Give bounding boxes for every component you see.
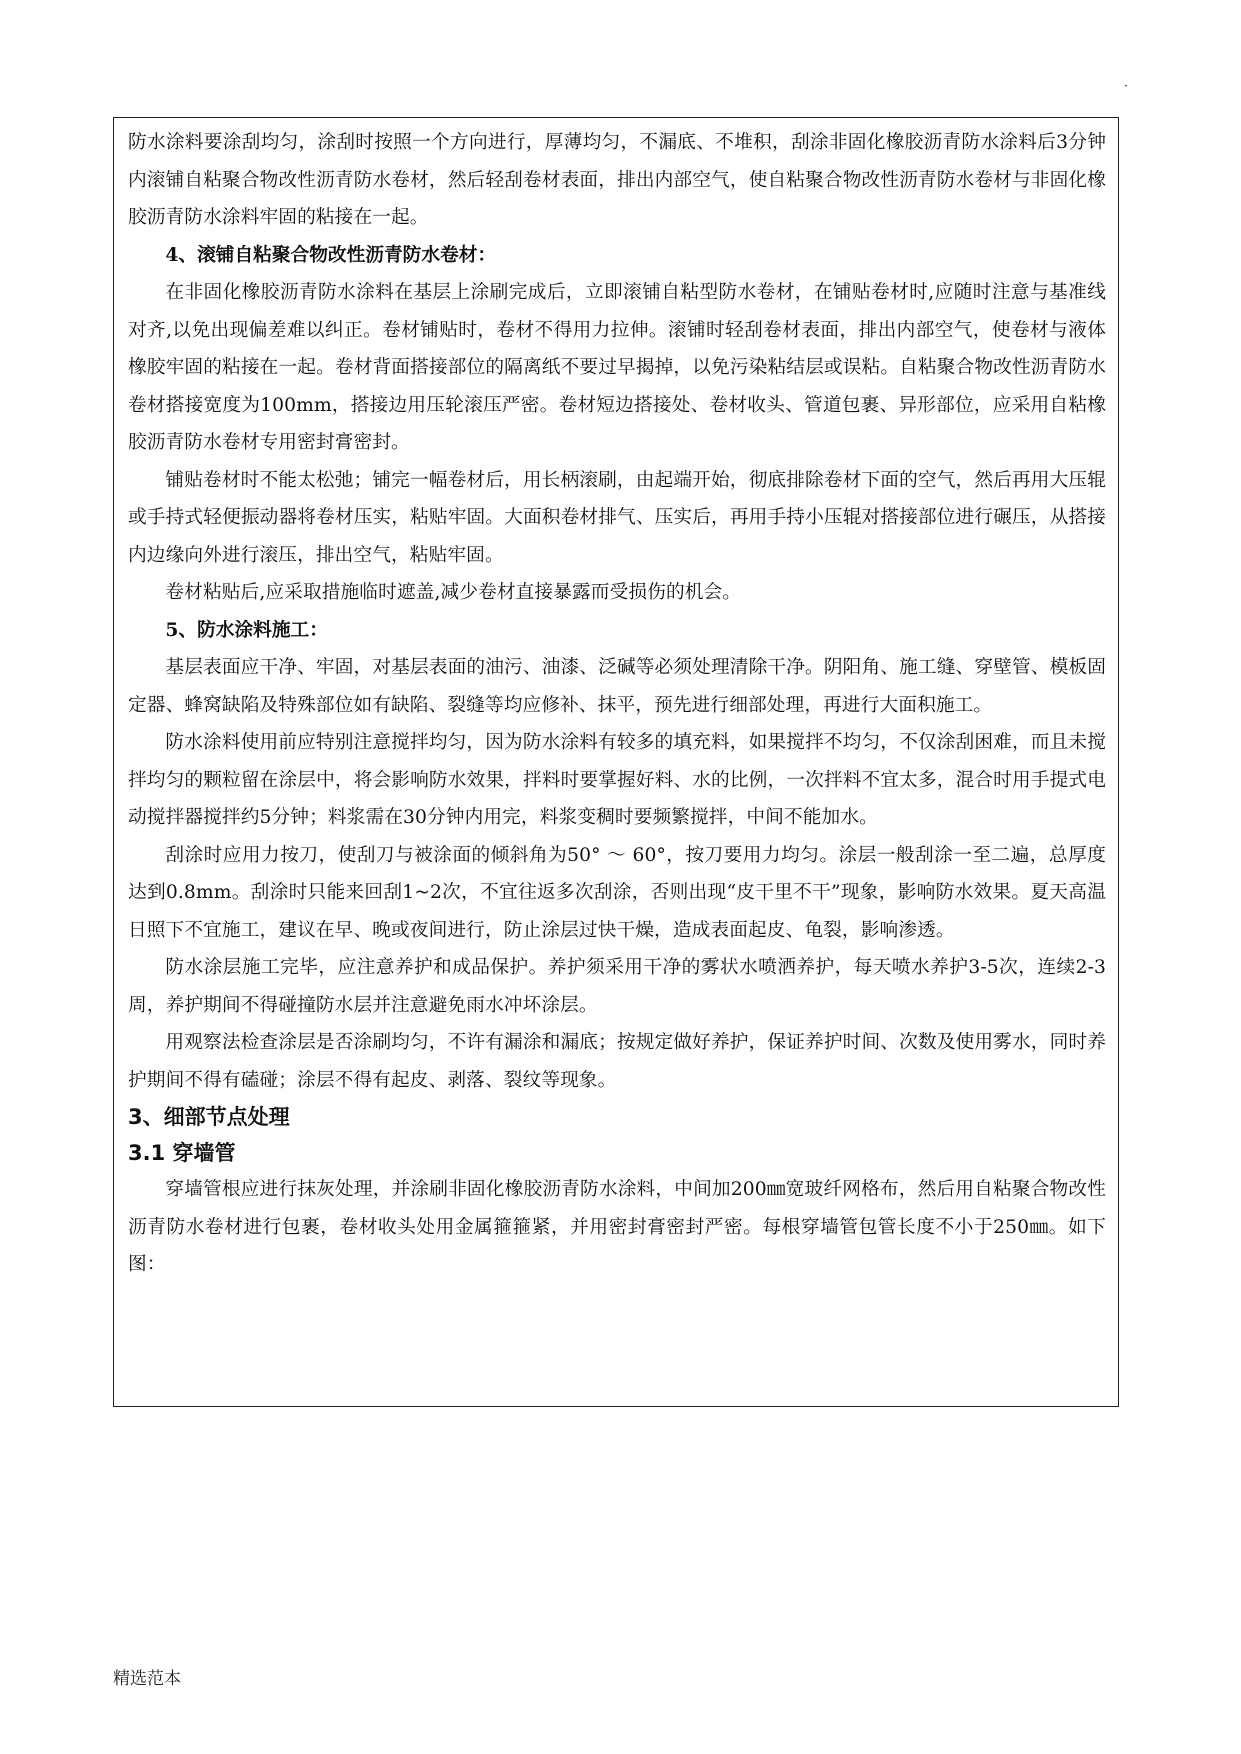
section-heading-detail-nodes: 3、细部节点处理: [128, 1105, 290, 1129]
subheading-coating-construction: 5、防水涂料施工：: [165, 618, 328, 641]
document-frame: [113, 117, 1119, 1407]
subheading-membrane-rolling: 4、滚铺自粘聚合物改性沥青防水卷材：: [165, 243, 497, 266]
page-footer: 精选范本: [113, 1669, 181, 1689]
paragraph-base-surface: 基层表面应干净、牢固，对基层表面的油污、油漆、泛碱等必须处理清除干净。阴阳角、施工缝、穿壁管、模板固定器、蜂窝缺陷及特殊部位如有缺陷、裂缝等均应修补、抹平，预先进行细部处理，再进行大面积施工。: [128, 657, 1106, 716]
paragraph-coating-inspection: 用观察法检查涂层是否涂刷均匀，不许有漏涂和漏底；按规定做好养护，保证养护时间、次数及使用雾水，同时养护期间不得有磕碰；涂层不得有起皮、剥落、裂纹等现象。: [128, 1032, 1106, 1091]
document-body: [128, 124, 1106, 1284]
paragraph-membrane-laying: 在非固化橡胶沥青防水涂料在基层上涂刷完成后，立即滚铺自粘型防水卷材，在铺贴卷材时,应随时注意与基准线对齐,以免出现偏差难以纠正。卷材铺贴时，卷材不得用力拉伸。滚铺时轻刮卷材表面，排出内部空气，使卷材与液体橡胶牢固的粘接在一起。卷材背面搭接部位的隔离纸不要过早揭掉，以免污染粘结层或误粘。自粘聚合物改性沥青防水卷材搭接宽度为100mm，搭接边用压轮滚压严密。卷材短边搭接处、卷材收头、管道包裹、异形部位，应采用自粘橡胶沥青防水卷材专用密封膏密封。: [128, 282, 1106, 453]
section-heading-wall-pipe: 3.1 穿墙管: [128, 1141, 236, 1165]
paragraph-coating-curing: 防水涂层施工完毕，应注意养护和成品保护。养护须采用干净的雾状水喷洒养护，每天喷水养护3-5次，连续2-3周，养护期间不得碰撞防水层并注意避免雨水冲坏涂层。: [128, 957, 1106, 1016]
paragraph-coating-scraping: 刮涂时应用力按刀，使刮刀与被涂面的倾斜角为50° ～ 60°，按刀要用力均匀。涂层一般刮涂一至二遍，总厚度达到0.8mm。刮涂时只能来回刮1~2次，不宜往返多次刮涂，否则出现“皮干里不干”现象，影响防水效果。夏天高温日照下不宜施工，建议在早、晚或夜间进行，防止涂层过快干燥，造成表面起皮、龟裂，影响渗透。: [128, 844, 1106, 941]
paragraph-coating-mixing: 防水涂料使用前应特别注意搅拌均匀，因为防水涂料有较多的填充料，如果搅拌不均匀，不仅涂刮困难，而且未搅拌均匀的颗粒留在涂层中，将会影响防水效果，拌料时要掌握好料、水的比例，一次拌料不宜太多，混合时用手提式电动搅拌器搅拌约5分钟；料浆需在30分钟内用完，料浆变稠时要频繁搅拌，中间不能加水。: [128, 732, 1106, 828]
paragraph-membrane-pressing: 铺贴卷材时不能太松弛；铺完一幅卷材后，用长柄滚刷，由起端开始，彻底排除卷材下面的空气，然后再用大压辊或手持式轻便振动器将卷材压实，粘贴牢固。大面积卷材排气、压实后，再用手持小压辊对搭接部位进行碾压，从搭接内边缘向外进行滚压，排出空气，粘贴牢固。: [128, 469, 1106, 566]
page-marker: ·: [1124, 79, 1128, 93]
paragraph-coating-continuation: 防水涂料要涂刮均匀，涂刮时按照一个方向进行，厚薄均匀，不漏底、不堆积，刮涂非固化橡胶沥青防水涂料后3分钟内滚铺自粘聚合物改性沥青防水卷材，然后轻刮卷材表面，排出内部空气，使自粘聚合物改性沥青防水卷材与非固化橡胶沥青防水涂料牢固的粘接在一起。: [128, 132, 1106, 228]
paragraph-membrane-covering: 卷材粘贴后,应采取措施临时遮盖,减少卷材直接暴露而受损伤的机会。: [165, 582, 742, 603]
paragraph-wall-pipe: 穿墙管根应进行抹灰处理，并涂刷非固化橡胶沥青防水涂料，中间加200㎜宽玻纤网格布，然后用自粘聚合物改性沥青防水卷材进行包裹，卷材收头处用金属箍箍紧，并用密封膏密封严密。每根穿墙管包管长度不小于250㎜。如下图：: [128, 1179, 1106, 1275]
